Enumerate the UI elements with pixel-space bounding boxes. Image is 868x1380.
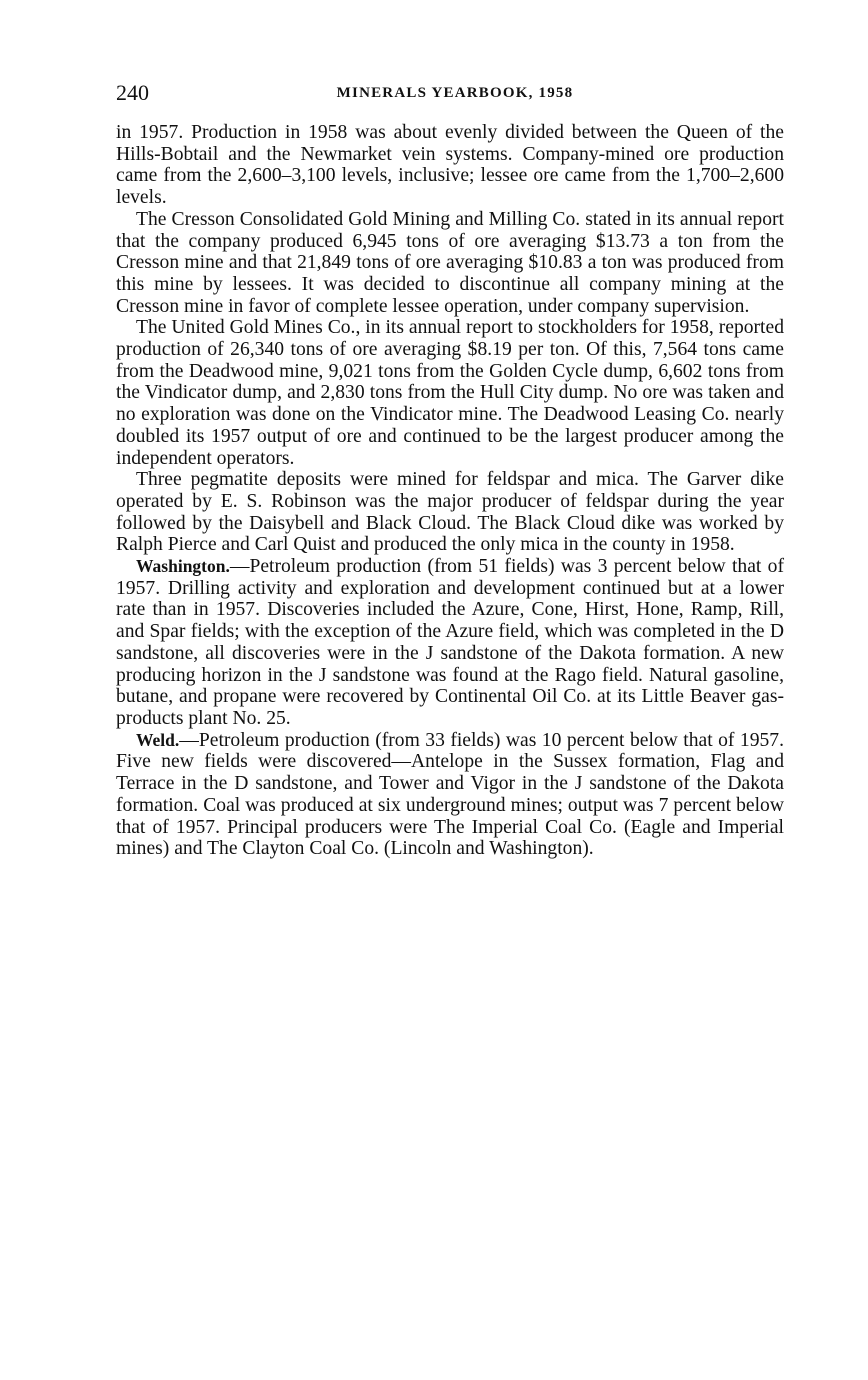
page bbox=[116, 78, 784, 860]
paragraph bbox=[116, 730, 784, 860]
paragraph-text: The Cresson Consolidated Gold Mining and Milling Co. stated in its annual report that the company produced 6,945 tons of ore averaging $13.73 a ton from the Cresson mine and that 21,849 tons of ore averaging $10.83 a ton was produced from this mine by lessees. It was decided to discontinue all company mining at the Cresson mine in favor of complete lessee operation, under company supervision. bbox=[116, 208, 784, 317]
paragraph bbox=[116, 122, 784, 209]
section-lead-weld: Weld. bbox=[136, 729, 180, 750]
section-lead-washington: Washington. bbox=[136, 556, 230, 577]
page-number: 240 bbox=[116, 80, 149, 105]
paragraph-text: Three pegmatite deposits were mined for feldspar and mica. The Garver dike operated by E. S. Robinson was the major producer of feldspar during the year followed by the Daisybell and Black Cloud. The Black Cloud dike was worked by Ralph Pierce and Carl Quist and produced the only mica in the county in 1958. bbox=[116, 469, 784, 556]
paragraph bbox=[116, 209, 784, 318]
paragraph-text: in 1957. Production in 1958 was about evenly divided between the Queen of the Hills-Bobtail and the Newmarket vein systems. Company-mined ore production came from the 2,600–3,100 levels, inclusive; lessee ore came from the 1,700–2,600 levels. bbox=[116, 122, 784, 209]
body-text bbox=[116, 122, 784, 860]
running-title: MINERALS YEARBOOK, 1958 bbox=[336, 85, 574, 101]
paragraph bbox=[116, 317, 784, 469]
paragraph-text: The United Gold Mines Co., in its annual report to stockholders for 1958, reported production of 26,340 tons of ore averaging $8.19 per ton. Of this, 7,564 tons came from the Deadwood mine, 9,021 tons from the Golden Cycle dump, 6,602 tons from the Vindicator dump, and 2,830 tons from the Hull City dump. No ore was taken and no exploration was done on the Vindicator mine. The Deadwood Leasing Co. nearly doubled its 1957 output of ore and continued to be the largest producer among the independent operators. bbox=[116, 317, 784, 469]
paragraph bbox=[116, 556, 784, 730]
paragraph-text: —Petroleum production (from 33 fields) was 10 percent below that of 1957. Five new fields were discovered—Antelope in the Sussex formation, Flag and Terrace in the D sandstone, and Tower and Vigor in the J sandstone of the Dakota formation. Coal was produced at six underground mines; output was 7 percent below that of 1957. Principal producers were The Imperial Coal Co. (Eagle and Imperial mines) and The Clayton Coal Co. (Lincoln and Washington). bbox=[116, 729, 784, 860]
running-head bbox=[116, 78, 784, 108]
paragraph-text: —Petroleum production (from 51 fields) was 3 percent below that of 1957. Drilling activity and exploration and development continued but at a lower rate than in 1957. Discoveries included the Azure, Cone, Hirst, Hone, Ramp, Rill, and Spar fields; with the exception of the Azure field, which was completed in the D sandstone, all discoveries were in the J sandstone of the Dakota formation. A new producing horizon in the J sandstone was found at the Rago field. Natural gasoline, butane, and propane were recovered by Continental Oil Co. at its Little Beaver gas-products plant No. 25. bbox=[116, 556, 784, 729]
paragraph bbox=[116, 469, 784, 556]
